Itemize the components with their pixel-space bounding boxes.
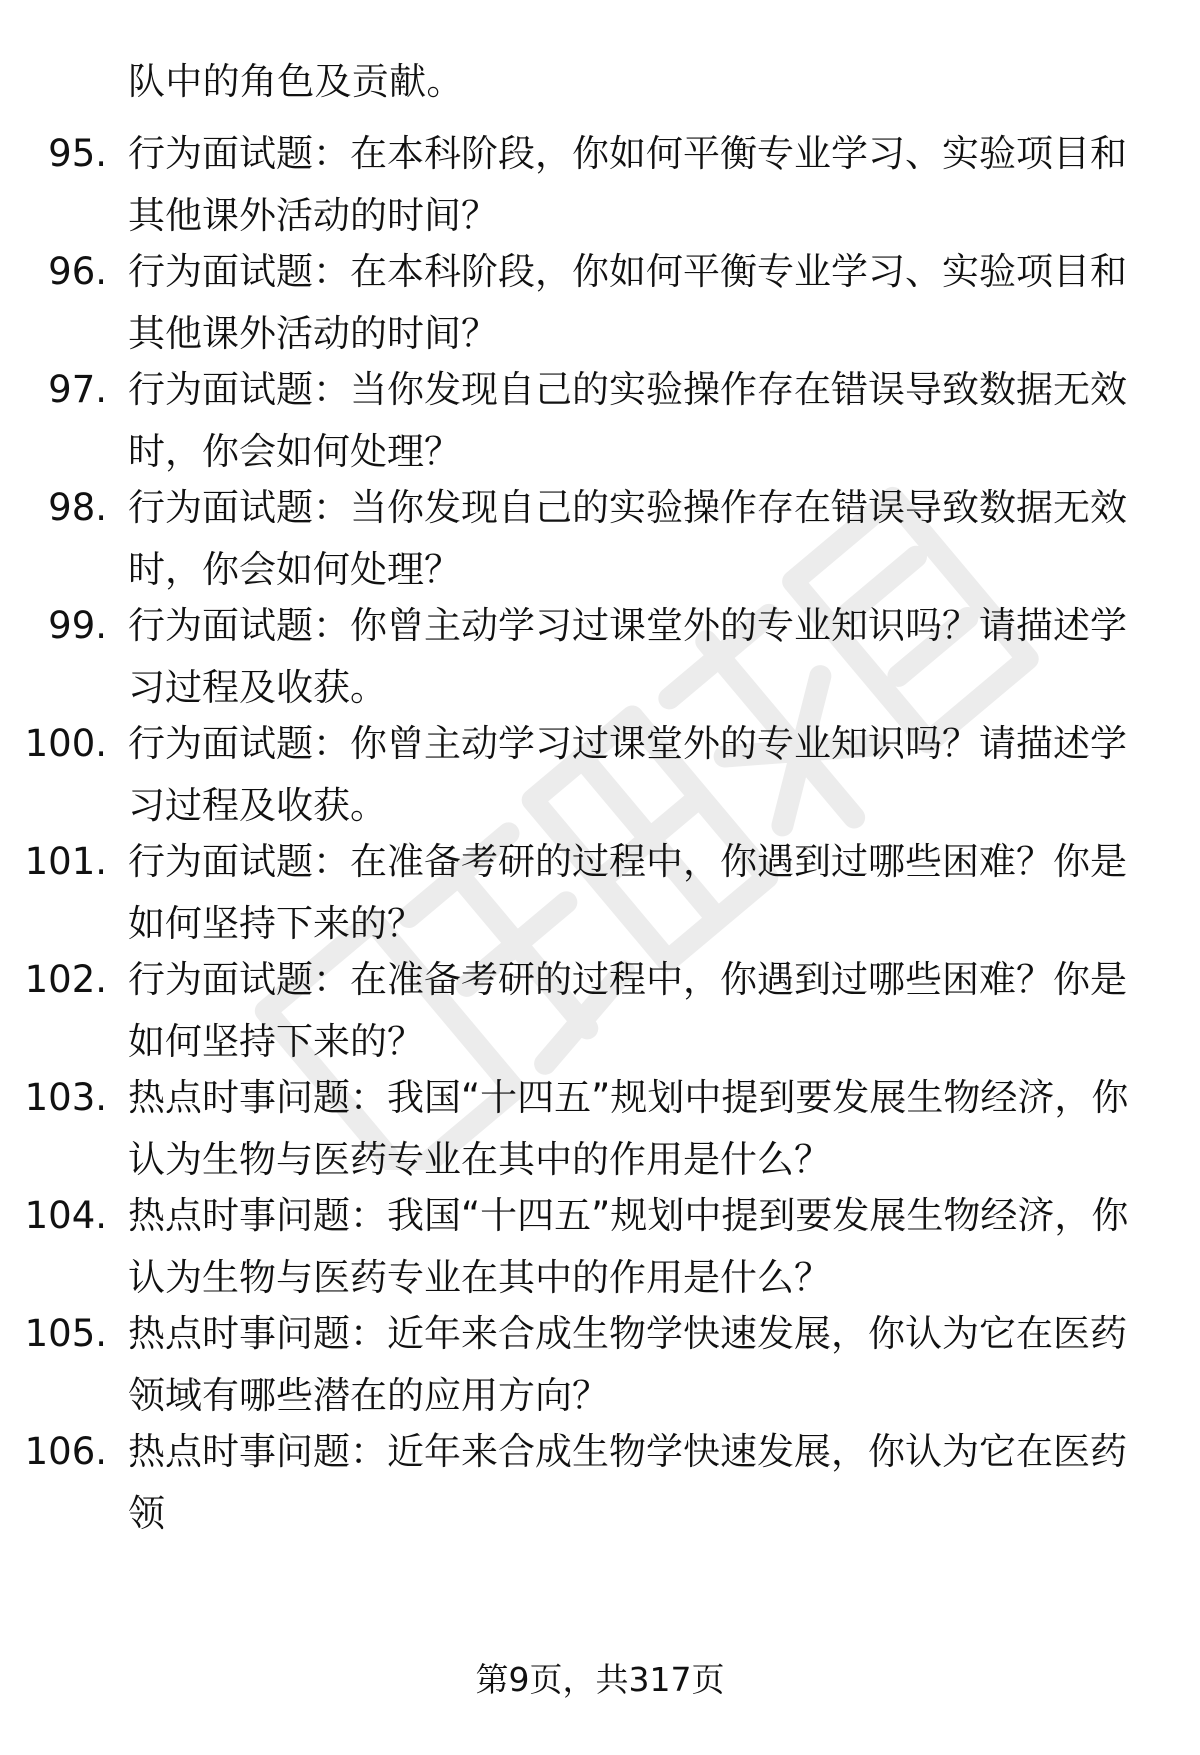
item-text: 行为面试题：你曾主动学习过课堂外的专业知识吗？请描述学习过程及收获。 [128, 604, 1127, 709]
item-text: 行为面试题：在准备考研的过程中，你遇到过哪些困难？你是如何坚持下来的？ [128, 958, 1127, 1063]
item-number: 99. [48, 604, 107, 647]
item-number: 103. [24, 1076, 107, 1119]
item-number: 102. [24, 958, 107, 1001]
item-number: 104. [24, 1194, 107, 1237]
item-text: 行为面试题：在本科阶段，你如何平衡专业学习、实验项目和其他课外活动的时间？ [128, 250, 1127, 355]
item-text: 行为面试题：当你发现自己的实验操作存在错误导致数据无效时，你会如何处理？ [128, 486, 1127, 591]
item-number: 97. [48, 368, 107, 411]
item-number: 95. [48, 132, 107, 175]
item-text: 行为面试题：在本科阶段，你如何平衡专业学习、实验项目和其他课外活动的时间？ [128, 132, 1127, 237]
item-number: 106. [24, 1430, 107, 1473]
item-number: 96. [48, 250, 107, 293]
item-text: 行为面试题：当你发现自己的实验操作存在错误导致数据无效时，你会如何处理？ [128, 368, 1127, 473]
page-footer: 第9页，共317页 [475, 1660, 725, 1699]
item-number: 100. [24, 722, 107, 765]
item-text: 行为面试题：你曾主动学习过课堂外的专业知识吗？请描述学习过程及收获。 [128, 722, 1127, 827]
continuation-text: 队中的角色及贡献。 [128, 60, 464, 103]
item-text: 热点时事问题：我国“十四五”规划中提到要发展生物经济，你认为生物与医药专业在其中的作用是什么？ [128, 1194, 1129, 1299]
item-number: 105. [24, 1312, 107, 1355]
item-text: 行为面试题：在准备考研的过程中，你遇到过哪些困难？你是如何坚持下来的？ [128, 840, 1127, 945]
item-text: 热点时事问题：近年来合成生物学快速发展，你认为它在医药领 [128, 1430, 1127, 1535]
item-text: 热点时事问题：我国“十四五”规划中提到要发展生物经济，你认为生物与医药专业在其中的作用是什么？ [128, 1076, 1129, 1181]
item-text: 热点时事问题：近年来合成生物学快速发展，你认为它在医药领域有哪些潜在的应用方向？ [128, 1312, 1127, 1417]
item-number: 98. [48, 486, 107, 529]
item-number: 101. [24, 840, 107, 883]
